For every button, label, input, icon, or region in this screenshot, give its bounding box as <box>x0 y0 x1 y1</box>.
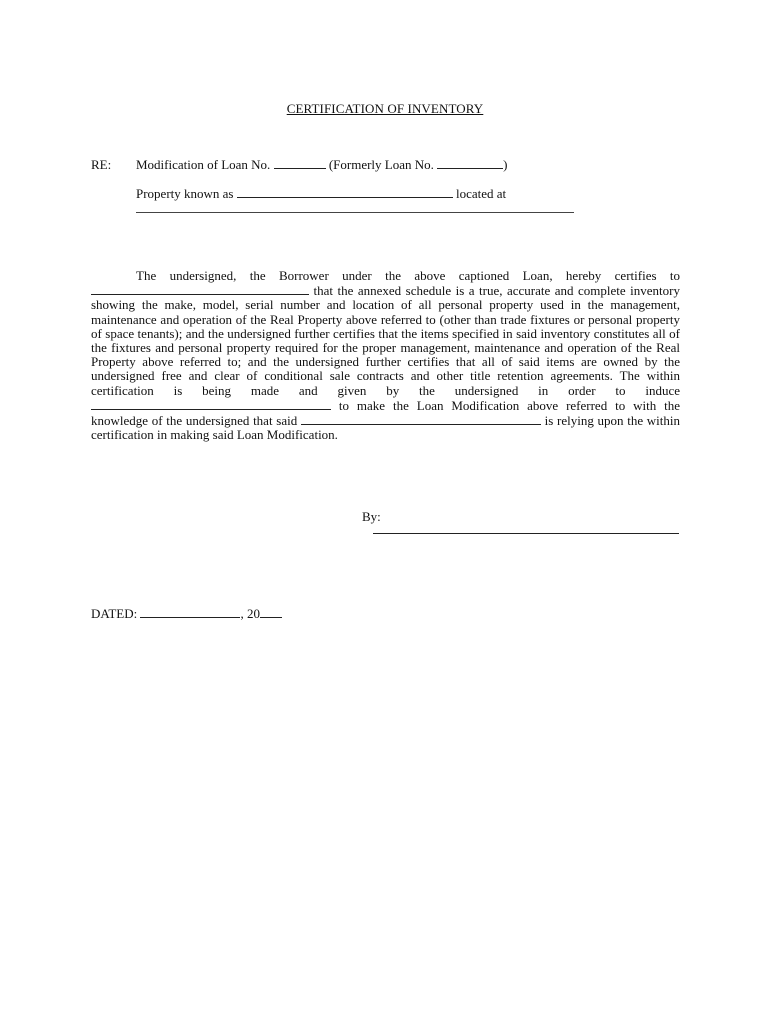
property-label: Property known as <box>136 186 234 201</box>
property-line <box>136 186 506 202</box>
date-blank[interactable] <box>140 606 240 618</box>
body-text-part1: The undersigned, the Borrower under the above captioned Loan, hereby certifies to <box>136 268 680 283</box>
formerly-close: ) <box>503 157 508 172</box>
property-address-blank[interactable] <box>136 212 574 213</box>
body-text-part2: that the annexed schedule is a true, accurate and complete inventory showing the make, model, serial number and location of all personal property used in the management, maintenance and operation of the Real Property above referred to (other than trade fixtures or personal property of space tenants); and the undersigned further certifies that the items specified in said inventory constitutes all of the fixtures and personal property required for the proper management, maintenance and operation of the Real Property above referred to; and the undersigned further certifies that all of said items are owned by the undersigned free and clear of conditional sale contracts and other title retention agreements. The within certification is being made and given by the undersigned in order to induce <box>91 283 680 398</box>
property-name-blank[interactable] <box>237 186 453 198</box>
modification-label: Modification of Loan No. <box>136 157 271 172</box>
body-text-part4: is relying upon the within certification in making said Loan Modification. <box>91 413 681 443</box>
lender-relying-blank[interactable] <box>301 413 541 425</box>
body-text-part3: to make the Loan Modification above referred to with the knowledge of the undersigned that said <box>91 397 680 429</box>
document-title: CERTIFICATION OF INVENTORY <box>286 101 484 116</box>
lender-induce-blank[interactable] <box>91 398 331 410</box>
year-prefix: , 20 <box>240 606 260 621</box>
loan-number-line <box>136 157 507 173</box>
loan-number-blank[interactable] <box>274 157 326 169</box>
located-label: located at <box>456 186 507 201</box>
dated-line <box>91 606 282 622</box>
certification-paragraph <box>91 269 680 442</box>
year-blank[interactable] <box>260 606 282 618</box>
by-label: By: <box>362 509 381 524</box>
dated-label: DATED: <box>91 606 138 621</box>
former-loan-number-blank[interactable] <box>437 157 503 169</box>
re-label: RE: <box>91 157 112 172</box>
formerly-label: (Formerly Loan No. <box>328 157 434 172</box>
signature-line[interactable] <box>373 533 679 534</box>
lender-name-blank[interactable] <box>91 283 309 295</box>
